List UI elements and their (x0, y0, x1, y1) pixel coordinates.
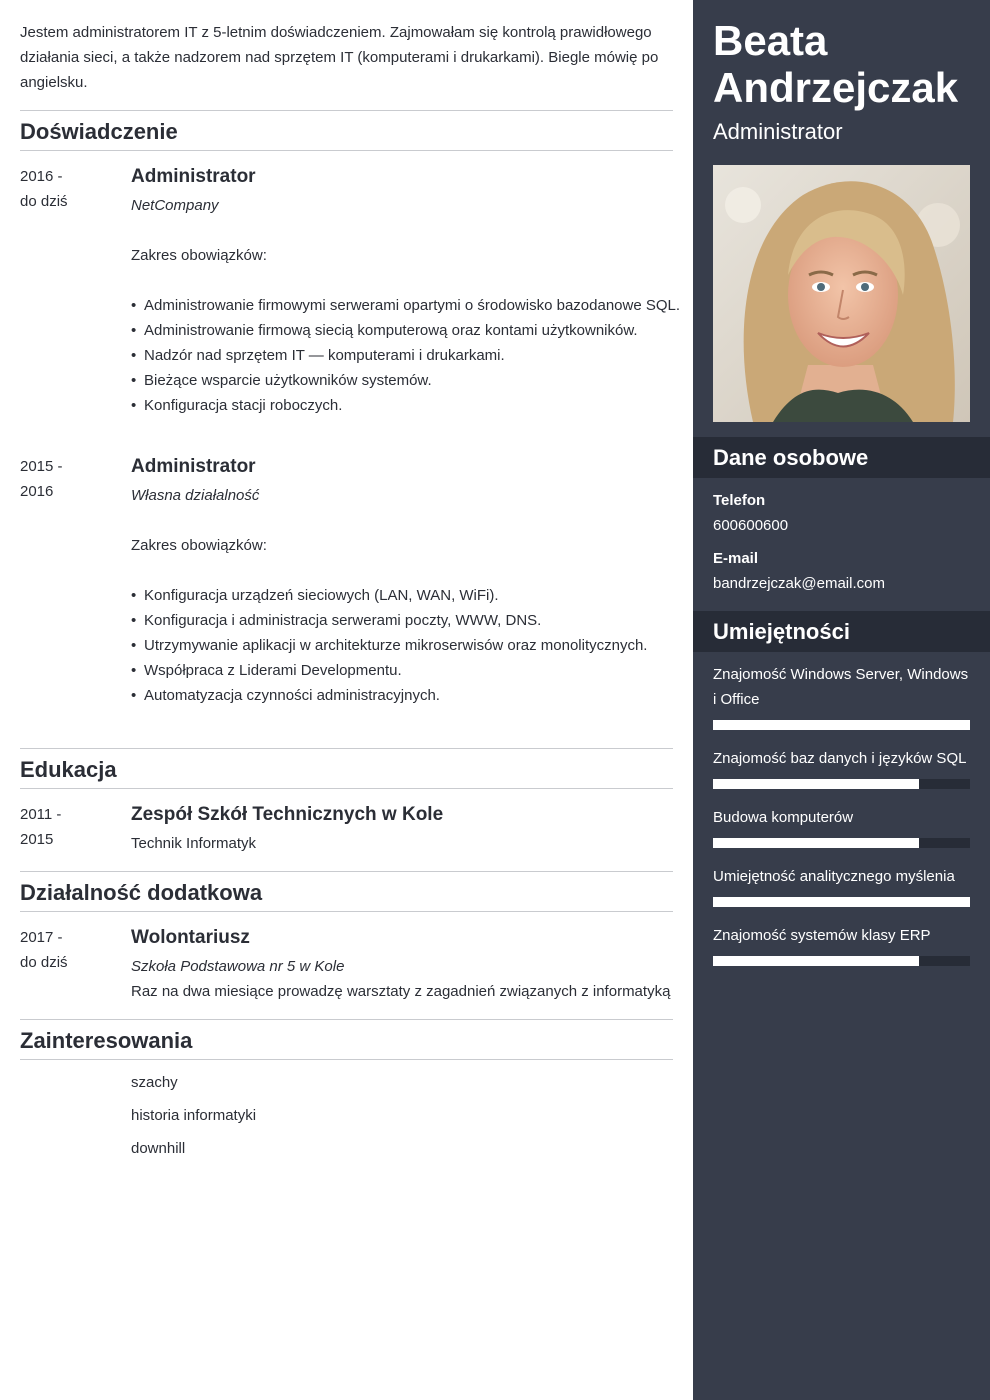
skill-item (713, 805, 970, 848)
skill-level-bar (713, 897, 970, 907)
company-name: NetCompany (131, 197, 219, 214)
entry-date: 2011 - 2015 (20, 806, 62, 848)
organization-name: Szkoła Podstawowa nr 5 w Kole (131, 958, 345, 975)
skill-level-bar (713, 838, 970, 848)
school-name: Zespół Szkół Technicznych w Kole (131, 804, 444, 825)
section-header-extra (20, 871, 673, 912)
candidate-name: Beata Andrzejczak (713, 17, 959, 111)
skill-level-fill (713, 838, 919, 848)
duties-label: Zakres obowiązków: (131, 537, 267, 554)
section-title: Dane osobowe (713, 445, 869, 470)
skill-level-bar (713, 779, 970, 789)
email-label: E-mail (713, 550, 759, 567)
section-header-education (20, 748, 673, 789)
skill-level-fill (713, 956, 919, 966)
skill-item (713, 864, 970, 907)
section-title: Doświadczenie (20, 119, 178, 144)
entry-body (131, 802, 681, 856)
interest-item: szachy (131, 1074, 178, 1091)
section-title: Umiejętności (713, 619, 850, 644)
skill-name: Budowa komputerów (713, 809, 854, 826)
section-header-personal (693, 437, 990, 478)
list-item: • Konfiguracja urządzeń sieciowych (LAN, WAN, WiFi). (131, 583, 681, 608)
list-item: • Bieżące wsparcie użytkowników systemów. (131, 368, 681, 393)
skill-name: Znajomość systemów klasy ERP (713, 927, 931, 944)
section-title: Działalność dodatkowa (20, 880, 263, 905)
section-header-interests (20, 1019, 673, 1060)
skill-level-fill (713, 897, 970, 907)
list-item: • Konfiguracja stacji roboczych. (131, 393, 681, 418)
sidebar (693, 0, 990, 1400)
role-title: Wolontariusz (131, 927, 250, 948)
phone-value: 600600600 (713, 517, 789, 534)
list-item: • Konfiguracja i administracja serwerami poczty, WWW, DNS. (131, 608, 681, 633)
company-name: Własna działalność (131, 487, 260, 504)
skill-level-fill (713, 779, 919, 789)
interest-item: historia informatyki (131, 1107, 257, 1124)
summary-text: Jestem administratorem IT z 5-letnim doświadczeniem. Zajmowałam się kontrolą prawidłowego działania sieci, a także nadzorem nad sprzętem IT (komputerami i drukarkami). Biegle mówię po angielsku. (20, 24, 659, 91)
section-header-experience (20, 110, 673, 151)
duties-list (131, 293, 681, 418)
section-header-skills (693, 611, 990, 652)
skill-name: Znajomość Windows Server, Windows i Office (713, 666, 969, 708)
list-item: • Współpraca z Liderami Developmentu. (131, 658, 681, 683)
profile-photo (713, 165, 970, 422)
skill-item (713, 662, 970, 730)
list-item: • Automatyzacja czynności administracyjnych. (131, 683, 681, 708)
candidate-job-title: Administrator (713, 119, 843, 144)
entry-date: 2016 - do dziś (20, 168, 68, 210)
skill-item (713, 746, 970, 789)
skill-name: Znajomość baz danych i języków SQL (713, 750, 967, 767)
duties-label: Zakres obowiązków: (131, 247, 267, 264)
list-item: • Nadzór nad sprzętem IT — komputerami i drukarkami. (131, 343, 681, 368)
duties-list (131, 583, 681, 708)
degree: Technik Informatyk (131, 835, 257, 852)
section-title: Edukacja (20, 757, 117, 782)
list-item: • Administrowanie firmowymi serwerami opartymi o środowisko bazodanowe SQL. (131, 293, 681, 318)
entry-body (131, 925, 681, 1004)
skill-name: Umiejętność analitycznego myślenia (713, 868, 955, 885)
entry-body (131, 164, 681, 418)
skill-item (713, 923, 970, 966)
list-item: • Administrowanie firmową siecią komputerową oraz kontami użytkowników. (131, 318, 681, 343)
email-value: bandrzejczak@email.com (713, 575, 885, 592)
section-title: Zainteresowania (20, 1028, 193, 1053)
phone-label: Telefon (713, 492, 766, 509)
skill-level-bar (713, 720, 970, 730)
entry-date: 2015 - 2016 (20, 458, 63, 500)
job-title: Administrator (131, 456, 256, 477)
role-description: Raz na dwa miesiące prowadzę warsztaty z zagadnień związanych z informatyką (131, 983, 671, 1000)
skill-level-fill (713, 720, 970, 730)
interest-item: downhill (131, 1140, 186, 1157)
job-title: Administrator (131, 166, 256, 187)
entry-body (131, 454, 681, 708)
entry-date: 2017 - do dziś (20, 929, 68, 971)
list-item: • Utrzymywanie aplikacji w architekturze mikroserwisów oraz monolitycznych. (131, 633, 681, 658)
skill-level-bar (713, 956, 970, 966)
